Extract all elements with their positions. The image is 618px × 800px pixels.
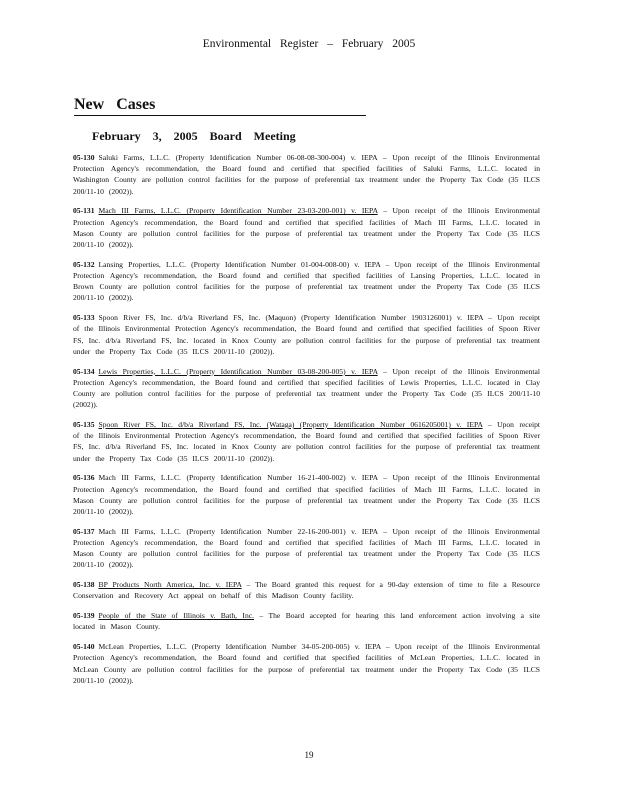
case-text: McLean Properties, L.L.C. (Property Identification Number 34-05-200-005) v. IEPA – Upon receipt of the Illinois Environmental Protection Agency's recommendation, the Board found and certified that specified facilities of McLean Properties, L.L.C. located in McLean County are pollution control facilities for the purpose of preferential tax treatment under the Property Tax Code (35 ILCS 200/11-10 (2002)). <box>73 642 540 685</box>
case-caption: BP Products North America, Inc. v. IEPA <box>98 580 242 590</box>
case-list <box>73 152 540 695</box>
case-caption: Lewis Properties, L.L.C. (Property Identification Number 03-08-200-005) v. IEPA <box>98 366 378 376</box>
case-number: 05-134 <box>73 366 95 376</box>
case-text: Mach III Farms, L.L.C. (Property Identification Number 16-21-400-002) v. IEPA – Upon receipt of the Illinois Environmental Protection Agency's recommendation, the Board found and certified that specified facilities of Mach III Farms, L.L.C. located in Mason County are pollution control facilities for the purpose of preferential tax treatment under the Property Tax Code (35 ILCS 200/11-10 (2002)). <box>73 473 540 517</box>
case-text: – The Board accepted for hearing this land enforcement action involving a site located in Mason County. <box>73 611 540 632</box>
case-text: Lansing Properties, L.L.C. (Property Identification Number 01-004-008-00) v. IEPA – Upon receipt of the Illinois Environmental Protection Agency's recommendation, the Board found and certified that specified facilities of Lansing Properties, L.L.C. located in Brown County are pollution control facilities for the purpose of preferential tax treatment under the Property Tax Code (35 ILCS 200/11-10 (2002)). <box>73 259 540 303</box>
meeting-title: February 3, 2005 Board Meeting <box>92 129 296 143</box>
case-number: 05-137 <box>73 526 95 536</box>
case-number: 05-140 <box>73 642 95 652</box>
case-number: 05-133 <box>73 313 95 323</box>
case-entry <box>73 472 540 517</box>
case-entry <box>73 641 540 686</box>
case-entry <box>73 419 540 464</box>
case-text: – Upon receipt of the Illinois Environmental Protection Agency's recommendation, the Board found and certified that specified facilities of Lewis Properties, L.L.C. located in Clay County are pollution control facilities for the purpose of preferential tax treatment under the Property Tax Code (35 ILCS 200/11-10 (2002)). <box>73 366 540 410</box>
case-number: 05-136 <box>73 473 95 483</box>
section-title: New Cases <box>74 96 366 116</box>
case-text: – Upon receipt of the Illinois Environmental Protection Agency's recommendation, the Board found and certified that specified facilities of Mach III Farms, L.L.C. located in Mason County are pollution control facilities for the purpose of preferential tax treatment under the Property Tax Code (35 ILCS 200/11-10 (2002)). <box>73 206 540 250</box>
case-number: 05-138 <box>73 580 95 590</box>
case-text: Mach III Farms, L.L.C. (Property Identification Number 22-16-200-001) v. IEPA – Upon receipt of the Illinois Environmental Protection Agency's recommendation, the Board found and certified that specified facilities of Mach III Farms, L.L.C. located in Mason County are pollution control facilities for the purpose of preferential tax treatment under the Property Tax Code (35 ILCS 200/11-10 (2002)). <box>73 526 540 570</box>
case-number: 05-135 <box>73 420 95 430</box>
case-number: 05-132 <box>73 259 95 269</box>
case-text: Saluki Farms, L.L.C. (Property Identification Number 06-08-08-300-004) v. IEPA – Upon receipt of the Illinois Environmental Protection Agency's recommendation, the Board found and certified that specified facilities of Saluki Farms, L.L.C. located in Washington County are pollution control facilities for the purpose of preferential tax treatment under the Property Tax Code (35 ILCS 200/11-10 (2002)). <box>73 153 540 196</box>
case-text: Spoon River FS, Inc. d/b/a Riverland FS, Inc. (Maquon) (Property Identification Number 1903126001) v. IEPA – Upon receipt of the Illinois Environmental Protection Agency's recommendation, the Board found and certified that specified facilities of Spoon River FS, Inc. d/b/a Riverland FS, Inc. located in Knox County are pollution control facilities for the purpose of preferential tax treatment under the Property Tax Code (35 ILCS 200/11-10 (2002)). <box>73 313 540 356</box>
running-header: Environmental Register – February 2005 <box>202 38 416 50</box>
case-entry <box>73 312 540 357</box>
case-entry <box>73 579 540 601</box>
case-entry <box>73 152 540 197</box>
case-number: 05-139 <box>73 611 95 621</box>
case-caption: Mach III Farms, L.L.C. (Property Identification Number 23-03-200-001) v. IEPA <box>98 206 378 216</box>
case-text: – The Board granted this request for a 90-day extension of time to file a Resource Conservation and Recovery Act appeal on behalf of this Madison County facility. <box>73 580 540 601</box>
case-caption: Spoon River FS, Inc. d/b/a Riverland FS, Inc. (Wataga) (Property Identification Number 0616205001) v. IEPA <box>98 420 483 430</box>
case-entry <box>73 610 540 632</box>
case-entry <box>73 526 540 571</box>
case-text: – Upon receipt of the Illinois Environmental Protection Agency's recommendation, the Board found and certified that specified facilities of Spoon River FS, Inc. d/b/a Riverland FS, Inc. located in Knox County are pollution control facilities for the purpose of preferential tax treatment under the Property Tax Code (35 ILCS 200/11-10 (2002)). <box>73 420 540 463</box>
case-number: 05-130 <box>73 153 95 162</box>
case-caption: People of the State of Illinois v. Bath, Inc. <box>98 611 255 621</box>
case-entry <box>73 205 540 250</box>
page-number: 19 <box>304 750 314 760</box>
case-entry <box>73 366 540 411</box>
case-number: 05-131 <box>73 206 95 216</box>
case-entry <box>73 259 540 304</box>
